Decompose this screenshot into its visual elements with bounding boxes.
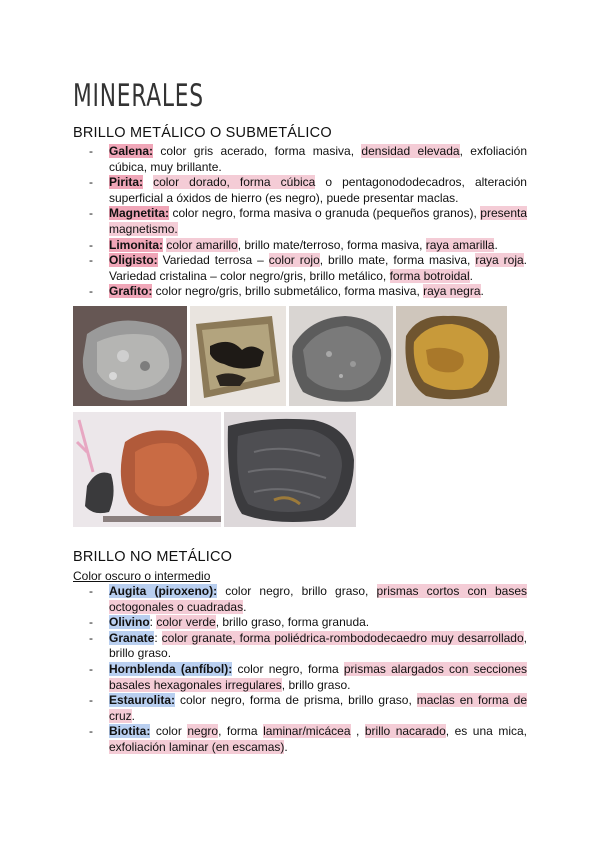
bullet-dash: -	[89, 144, 93, 158]
text-span: .	[131, 708, 136, 723]
bullet-dash: -	[89, 693, 93, 708]
text-span: color gris acerado, forma masiva,	[153, 144, 362, 158]
highlight-span: brillo nacarado	[364, 724, 446, 739]
text-span: , brillo mate, forma masiva,	[319, 253, 476, 268]
text-span: color negro, forma	[232, 661, 344, 676]
text-span: o pentagonododecadros, alteración superficial a óxidos de hierro (es negro), puede presentar maclas.	[109, 175, 527, 205]
list-item-magnetita	[88, 206, 527, 237]
mineral-name-hornblenda: Hornblenda (anfíbol):	[109, 661, 233, 676]
pirita-photo	[190, 306, 286, 406]
text-span: .	[480, 284, 484, 299]
mineral-name-estaurolita: Estaurolita:	[109, 693, 176, 708]
oligisto-image	[73, 412, 221, 527]
text-span: color negro, brillo graso,	[217, 584, 377, 598]
highlight-span: color verde	[156, 615, 216, 630]
bullet-dash: -	[89, 630, 93, 645]
mineral-name-galena: Galena:	[109, 144, 154, 158]
highlight-span: prismas cortos con bases octogonales o cuadradas	[109, 584, 527, 614]
highlight-span: forma botroidal	[389, 268, 470, 283]
mineral-name-granate: Granate	[109, 630, 155, 645]
mineral-name-oligisto: Oligisto:	[109, 253, 158, 268]
mineral-name-olivino: Olivino	[109, 615, 150, 630]
highlight-span: prismas alargados con secciones basales hexagonales irregulares	[109, 661, 527, 692]
section-subheading: Color oscuro o intermedio	[73, 569, 211, 583]
highlight-span: laminar/micácea	[263, 724, 351, 739]
text-span: , exfoliación cúbica, muy brillante.	[109, 144, 527, 174]
metallic-minerals-list	[88, 144, 527, 300]
text-span: .	[284, 739, 288, 754]
text-span: color	[150, 724, 188, 739]
highlight-span: color amarillo	[166, 237, 238, 252]
pirita-image	[190, 306, 286, 406]
highlight-span: exfoliación laminar (en escamas)	[109, 739, 285, 754]
bullet-dash: -	[89, 284, 93, 299]
text-span: , brillo graso.	[109, 630, 527, 661]
bullet-dash: -	[89, 615, 93, 630]
highlight-span: maclas en forma de cruz	[109, 693, 527, 723]
text-span: :	[149, 615, 157, 630]
text-span: :	[154, 630, 162, 645]
text-span: color negro, forma de prisma, brillo graso,	[175, 693, 417, 708]
text-span: , es una mica,	[445, 724, 528, 739]
text-span: .	[469, 268, 473, 283]
list-item-hornblenda	[88, 662, 527, 693]
limonita-image	[396, 306, 507, 406]
galena-photo	[73, 306, 187, 406]
highlight-span: raya amarilla	[425, 237, 495, 252]
bullet-dash: -	[89, 206, 93, 221]
bullet-dash: -	[89, 724, 93, 739]
list-item-oligisto	[88, 253, 527, 284]
mineral-name-grafito: Grafito:	[109, 284, 153, 299]
highlight-span: raya negra	[423, 284, 481, 299]
mineral-name-pirita: Pirita:	[109, 175, 144, 190]
list-item-granate	[88, 631, 527, 662]
highlight-span: raya roja	[475, 253, 524, 268]
list-item-estaurolita	[88, 693, 527, 724]
grafito-photo	[224, 412, 356, 527]
text-span: color negro, forma masiva o granuda (pequeños granos),	[169, 206, 481, 221]
list-item-limonita	[88, 238, 527, 254]
text-span: color negro/gris, brillo submetálico, forma masiva,	[152, 284, 424, 299]
galena-image	[73, 306, 187, 406]
bullet-dash: -	[89, 175, 93, 190]
text-span: .	[243, 599, 247, 614]
magnetita-image	[289, 306, 393, 406]
bullet-dash: -	[89, 253, 93, 268]
mineral-name-biotita: Biotita:	[109, 724, 151, 739]
mineral-name-magnetita: Magnetita:	[109, 206, 169, 221]
grafito-image	[224, 412, 356, 527]
text-span: , forma	[218, 724, 264, 739]
highlight-span: color granate, forma poliédrica-rombododecaedro muy desarrollado	[161, 630, 524, 645]
text-span: Variedad terrosa –	[157, 253, 269, 268]
list-item-olivino	[88, 615, 527, 631]
mineral-name-limonita: Limonita:	[109, 237, 163, 252]
text-span: .	[494, 237, 498, 252]
text-span: , brillo graso.	[281, 677, 351, 692]
highlight-span: densidad elevada	[361, 144, 460, 158]
text-span: , brillo graso, forma granuda.	[215, 615, 370, 630]
limonita-photo	[396, 306, 507, 406]
list-item-augita	[88, 584, 527, 615]
highlight-span: color rojo	[268, 253, 320, 268]
nonmetallic-minerals-list	[88, 584, 527, 756]
list-item-galena	[88, 144, 527, 175]
list-item-grafito	[88, 284, 527, 300]
list-item-biotita	[88, 724, 527, 755]
text-span: . Variedad cristalina – color negro/gris, brillo metálico,	[109, 253, 527, 283]
text-span: , brillo mate/terroso, forma masiva,	[237, 237, 426, 252]
section-heading-nonmetallic: BRILLO NO METÁLICO	[73, 549, 233, 565]
magnetita-photo	[289, 306, 393, 406]
section-heading-metallic: BRILLO METÁLICO O SUBMETÁLICO	[73, 125, 332, 141]
text-span: ,	[350, 724, 365, 739]
highlight-span: color dorado, forma cúbica	[153, 175, 316, 190]
bullet-dash: -	[89, 661, 93, 676]
text-span	[143, 175, 153, 189]
highlight-span: presenta magnetismo.	[109, 206, 527, 236]
page-title: MINERALES	[73, 78, 204, 114]
highlight-span: negro	[187, 724, 219, 739]
list-item-pirita	[88, 175, 527, 206]
oligisto-photo	[73, 412, 221, 527]
bullet-dash: -	[89, 237, 93, 252]
mineral-name-augita: Augita (piroxeno):	[109, 584, 218, 598]
bullet-dash: -	[89, 584, 93, 598]
